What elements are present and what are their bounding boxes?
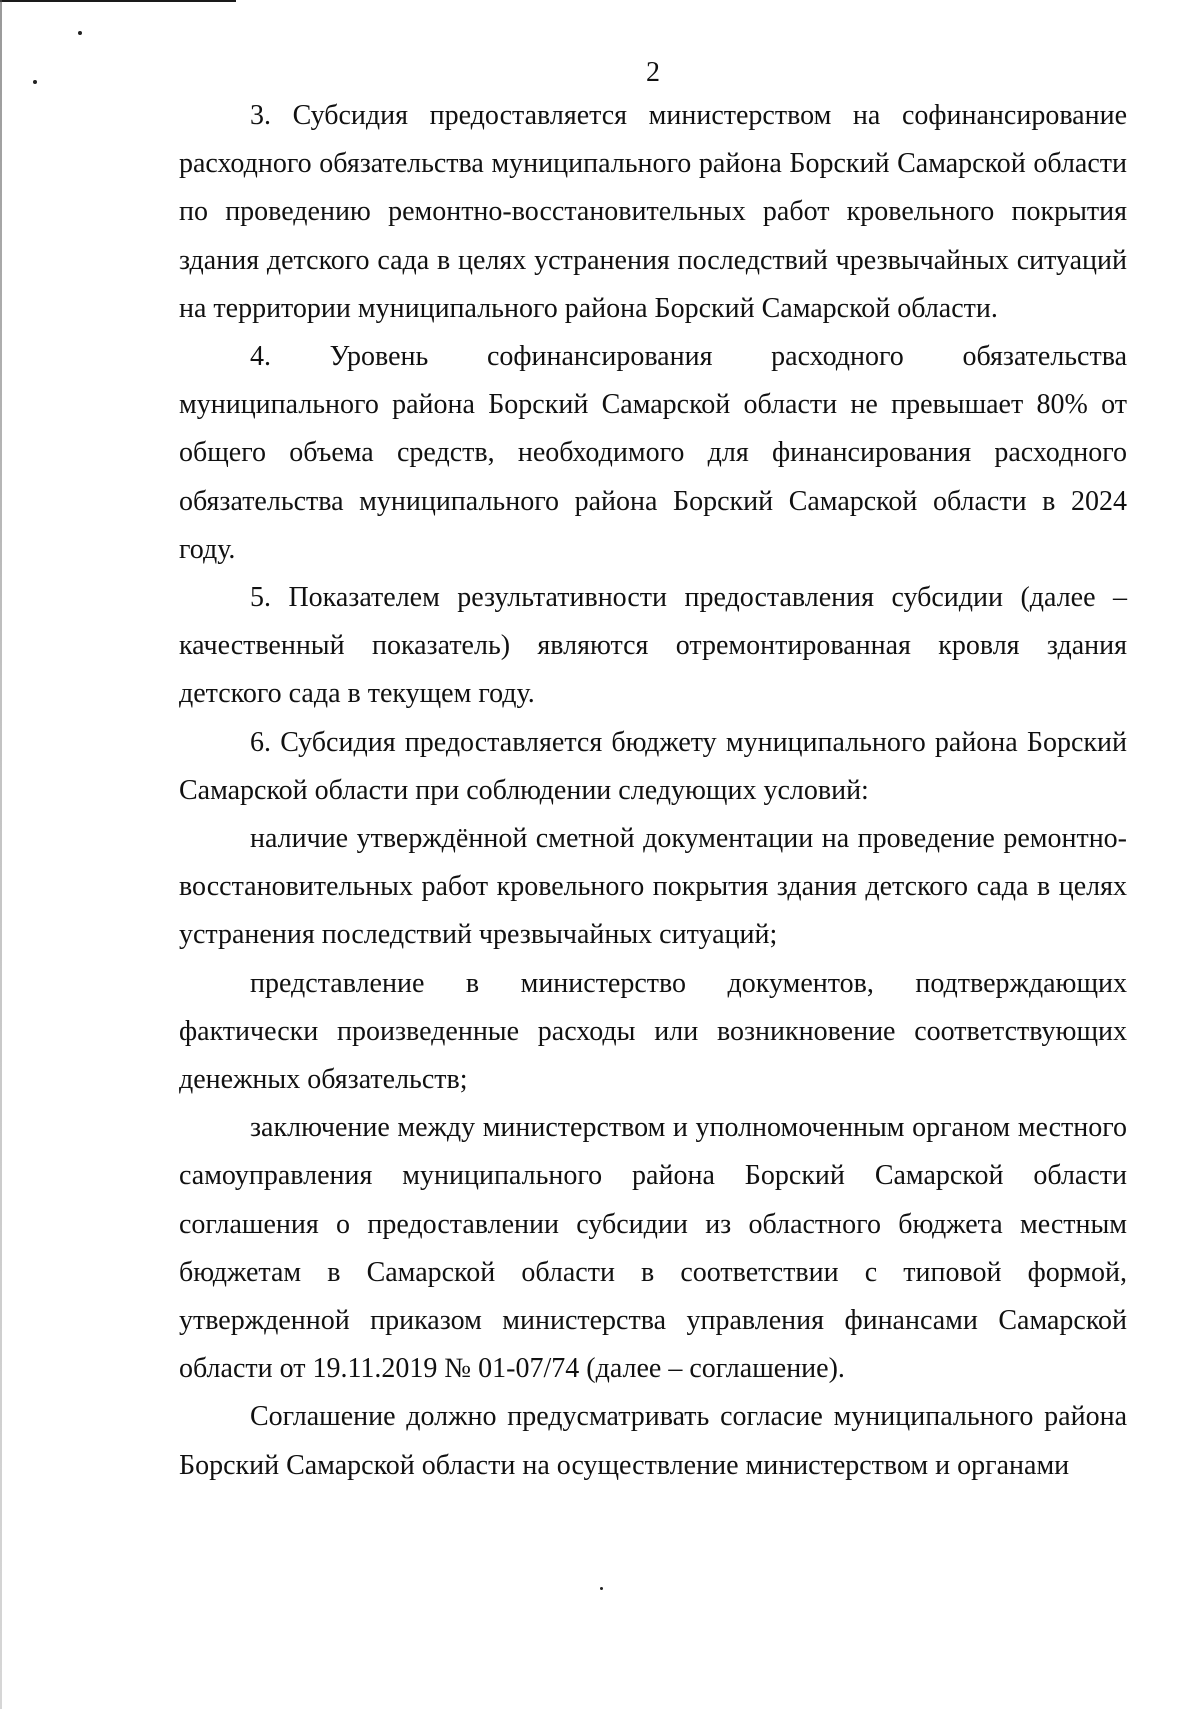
- agreement-consent-paragraph: Соглашение должно предусматривать согласие муниципального района Борский Самарской области на осуществление министерством и органами: [179, 1401, 1127, 1481]
- scan-edge-shadow: [0, 0, 2, 1709]
- document-body: [179, 92, 1127, 1490]
- scan-speck: [78, 31, 82, 35]
- paragraph-item-4: 4. Уровень софинансирования расходного обязательства муниципального района Борский Самарской области не превышает 80% от общего объема средств, необходимого для финансирования расходного обязательства муниципального района Борский Самарской области в 2024 году.: [179, 341, 1127, 565]
- condition-estimate-documentation: наличие утверждённой сметной документации на проведение ремонтно-восстановительных работ кровельного покрытия здания детского сада в целях устранения последствий чрезвычайных ситуаций;: [179, 823, 1127, 951]
- paragraph-item-6: 6. Субсидия предоставляется бюджету муниципального района Борский Самарской области при соблюдении следующих условий:: [179, 726, 1127, 806]
- paragraph-item-5: 5. Показателем результативности предоставления субсидии (далее – качественный показатель) являются отремонтированная кровля здания детского сада в текущем году.: [179, 582, 1127, 710]
- page-number: 2: [646, 57, 660, 88]
- condition-agreement: заключение между министерством и уполномоченным органом местного самоуправления муниципального района Борский Самарской области соглашения о предоставлении субсидии из областного бюджета местным бюджетам в Самарской области в соответствии с типовой формой, утвержденной приказом министерства управления финансами Самарской области от 19.11.2019 № 01-07/74 (далее – соглашение).: [179, 1112, 1127, 1385]
- paragraph-item-3: 3. Субсидия предоставляется министерством на софинансирование расходного обязательства муниципального района Борский Самарской области по проведению ремонтно-восстановительных работ кровельного покрытия здания детского сада в целях устранения последствий чрезвычайных ситуаций на территории муниципального района Борский Самарской области.: [179, 100, 1127, 324]
- condition-expense-documents: представление в министерство документов, подтверждающих фактически произведенные расходы или возникновение соответствующих денежных обязательств;: [179, 967, 1127, 1096]
- scan-speck: [600, 1587, 603, 1590]
- scan-edge-line: [0, 0, 236, 2]
